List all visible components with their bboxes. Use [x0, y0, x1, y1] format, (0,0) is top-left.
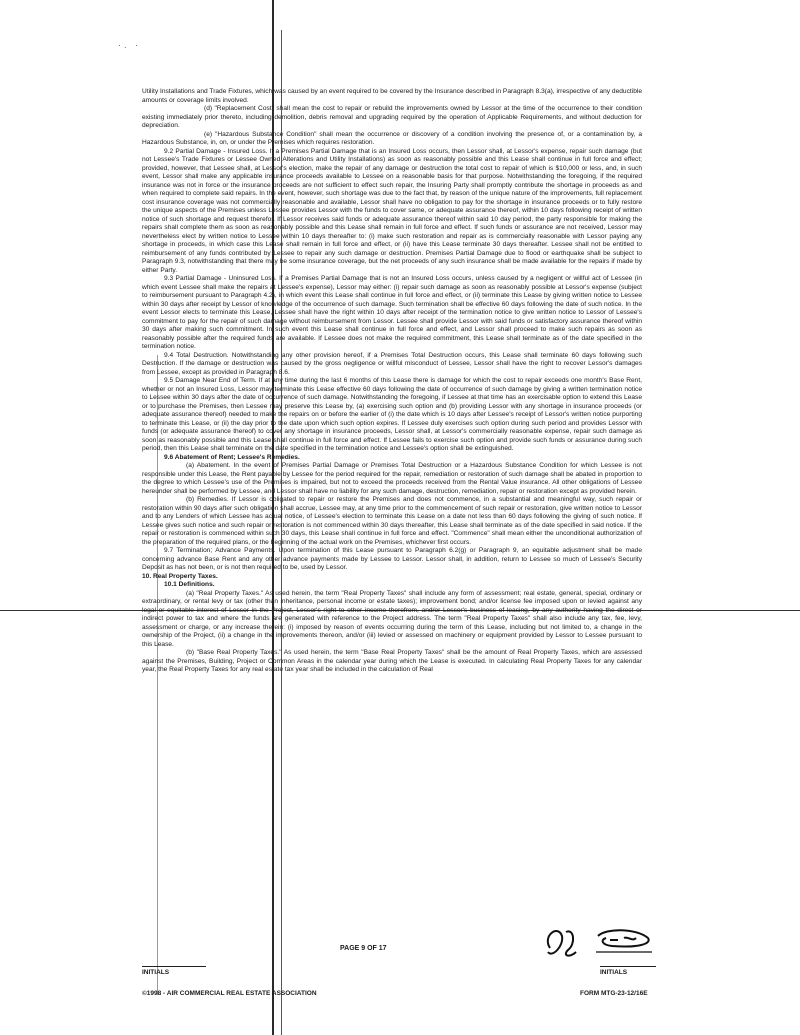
lease-paragraph: 9.3 Partial Damage - Uninsured Loss. If a Premises Partial Damage that is not an Insured Loss occurs, unless caused by a negligent or willful act of Lessee (in which event Lessee shall make the repairs at Lessee's expense), Lessor may either: (i) repair such damage as soon as reasonably possible at Lessor's expense (subject to reimbursement pursuant to Paragraph 4.2), in which event this Lease shall continue in full force and effect, or (ii) terminate this Lease by giving written notice to Lessee within 30 days after receipt by Lessor of knowledge of the occurrence of such damage. Such termination shall be effective 60 days following the date of such notice. In the event Lessor elects to terminate this Lease, Lessee shall have the right within 10 days after receipt of the termination notice to give written notice to Lessor of Lessee's commitment to pay for the repair of such damage without reimbursement from Lessor. Lessee shall provide Lessor with said funds or satisfactory assurance thereof within 30 days after making such commitment. In such event this Lease shall continue in full force and effect, and Lessor shall proceed to make such repairs as soon as reasonably possible after the required funds are available. If Lessee does not make the required commitment, this Lease shall terminate as of the date specified in the termination notice. — [142, 275, 642, 350]
lease-paragraph: (a) "Real Property Taxes." As used herein, the term "Real Property Taxes" shall include any form of assessment; real estate, general, special, ordinary or extraordinary, or rental levy or tax (other than inheritance, personal income or estate taxes); improvement bond; and/or license fee imposed upon or levied against any legal or equitable interest of Lessor in the Project, Lessor's right to other income therefrom, and/or Lessor's business of leasing, by any authority having the direct or indirect power to tax and where the funds are generated with reference to the Project address. The term "Real Property Taxes" shall also include any tax, fee, levy, assessment or charge, or any increase therein: (i) imposed by reason of events occurring during the term of this Lease, including but not limited to, a change in the ownership of the Project, (ii) a change in the improvements thereon, and/or (iii) levied or assessed on machinery or equipment provided by Lessor to Lessee pursuant to this Lease. — [142, 589, 642, 648]
lease-paragraph: 10. Real Property Taxes. — [142, 572, 218, 580]
lease-paragraph: Utility Installations and Trade Fixtures, which was caused by an event required to be covered by the Insurance described in Paragraph 8.3(a), irrespective of any deductible amounts or coverage limits involved. — [142, 88, 642, 104]
scan-speck: ·. · — [118, 40, 141, 50]
lease-paragraph: 9.7 Termination; Advance Payments. Upon termination of this Lease pursuant to Paragraph 6.2(g) or Paragraph 9, an equitable adjustment shall be made concerning advance Base Rent and any other advance payments made by Lessee to Lessor. Lessor shall, in addition, return to Lessee so much of Lessee's Security Deposit as has not been, or is not then required to be, used by Lessor. — [142, 547, 642, 571]
lease-paragraph: 9.2 Partial Damage - Insured Loss. If a Premises Partial Damage that is an Insured Loss occurs, then Lessor shall, at Lessor's expense, repair such damage (but not Lessee's Trade Fixtures or Lessee Owned Alterations and Utility Installations) as soon as reasonably possible and this Lease shall continue in full force and effect; provided, however, that Lessee shall, at Lessor's election, make the repair of any damage or destruction the total cost to repair of which is $10,000 or less, and, in such event, Lessor shall make any applicable insurance proceeds available to Lessee on a reasonable basis for that purpose. Notwithstanding the foregoing, if the required insurance was not in force or the insurance proceeds are not sufficient to effect such repair, the Insuring Party shall promptly contribute the shortage in proceeds as and when required to complete said repairs. In the event, however, such shortage was due to the fact that, by reason of the unique nature of the improvements, full replacement cost insurance coverage was not commercially reasonable and available, Lessor shall have no obligation to pay for the shortage in insurance proceeds or to fully restore the unique aspects of the Premises unless Lessee provides Lessor with the funds to cover same, or adequate assurance thereof, within 10 days following receipt of written notice of such shortage and request therefor. If Lessor receives said funds or adequate assurance thereof within said 10 day period, the party responsible for making the repairs shall complete them as soon as reasonably possible and this Lease shall remain in full force and effect. If such funds or assurance are not received, Lessor may nevertheless elect by written notice to Lessee within 10 days thereafter to: (i) make such restoration and repair as is commercially reasonable with Lessor paying any shortage in proceeds, in which case this Lease shall remain in full force and effect, or (ii) have this Lease terminate 30 days thereafter. Lessee shall not be entitled to reimbursement of any funds contributed by Lessee to repair any such damage or destruction. Premises Partial Damage due to flood or earthquake shall be subject to Paragraph 9.3, notwithstanding that there may be some insurance coverage, but the net proceeds of any such insurance shall be made available for the repairs if made by either Party. — [142, 147, 642, 274]
lease-paragraph: (d) "Replacement Cost" shall mean the cost to repair or rebuild the improvements owned by Lessor at the time of the occurrence to their condition existing immediately prior thereto, including demolition, debris removal and upgrading required by the operation of Applicable Requirements, and without deduction for depreciation. — [142, 105, 642, 129]
handwritten-initials — [540, 918, 660, 966]
form-number: FORM MTG-23-12/16E — [580, 990, 648, 997]
lease-paragraph: (b) Remedies. If Lessor is obligated to repair or restore the Premises and does not commence, in a substantial and meaningful way, such repair or restoration within 90 days after such obligation shall accrue, Lessee may, at any time prior to the commencement of such repair or restoration, give written notice to Lessor and to any Lenders of which Lessee has actual notice, of Lessee's election to terminate this Lease on a date not less than 60 days following the giving of such notice. If Lessee gives such notice and such repair or restoration is not commenced within 30 days thereafter, this Lease shall terminate as of the date specified in said notice. If the repair or restoration is commenced within such 30 days, this Lease shall continue in full force and effect. "Commence" shall mean either the unconditional authorization of the preparation of the required plans, or the beginning of the actual work on the Premises, whichever first occurs. — [142, 496, 642, 546]
lease-paragraph: 9.5 Damage Near End of Term. If at any time during the last 6 months of this Lease there is damage for which the cost to repair exceeds one month's Base Rent, whether or not an Insured Loss, Lessor may terminate this Lease effective 60 days following the date of occurrence of such damage by giving a written termination notice to Lessee within 30 days after the date of occurrence of such damage. Notwithstanding the foregoing, if Lessee at that time has an exercisable option to extend this Lease or to purchase the Premises, then Lessee may preserve this Lease by, (a) exercising such option and (b) providing Lessor with any shortage in insurance proceeds (or adequate assurance thereof) needed to make the repairs on or before the earlier of (i) the date which is 10 days after Lessee's receipt of Lessor's written notice purporting to terminate this Lease, or (ii) the day prior to the date upon which such option expires. If Lessee duly exercises such option during such period and provides Lessor with funds (or adequate assurance thereof) to cover any shortage in insurance proceeds, Lessor shall, at Lessor's commercially reasonable expense, repair such damage as soon as reasonably possible and this Lease shall continue in full force and effect. If Lessee fails to exercise such option and provide such funds or assurance during such period, then this Lease shall terminate on the date specified in the termination notice and Lessee's option shall be extinguished. — [142, 377, 642, 452]
lease-paragraph: 9.6 Abatement of Rent; Lessee's Remedies. — [164, 453, 300, 461]
page-number: PAGE 9 OF 17 — [340, 945, 387, 952]
lease-paragraph: 9.4 Total Destruction. Notwithstanding any other provision hereof, if a Premises Total Destruction occurs, this Lease shall terminate 60 days following such Destruction. If the damage or destruction was caused by the gross negligence or willful misconduct of Lessee, Lessor shall have the right to recover Lessor's damages from Lessee, except as provided in Paragraph 8.6. — [142, 351, 642, 376]
lease-paragraph: (e) "Hazardous Substance Condition" shall mean the occurrence or discovery of a condition involving the presence of, or a contamination by, a Hazardous Substance, in, on, or under the Premises which requires restoration. — [142, 130, 642, 146]
lease-paragraph: (a) Abatement. In the event of Premises Partial Damage or Premises Total Destruction or a Hazardous Substance Condition for which Lessee is not responsible under this Lease, the Rent payable by Lessee for the period required for the repair, remediation or restoration of such damage shall be abated in proportion to the degree to which Lessee's use of the Premises is impaired, but not to exceed the proceeds received from the Rental Value insurance. All other obligations of Lessee hereunder shall be performed by Lessee, and Lessor shall have no liability for any such damage, destruction, remediation, repair or restoration except as provided herein. — [142, 462, 642, 495]
copyright-notice: ©1998 - AIR COMMERCIAL REAL ESTATE ASSOCIATION — [142, 990, 317, 997]
lease-paragraph: (b) "Base Real Property Taxes." As used herein, the term "Base Real Property Taxes" shall be the amount of Real Property Taxes, which are assessed against the Premises, Building, Project or Common Areas in the calendar year during which the Lease is executed. In calculating Real Property Taxes for any calendar year, the Real Property Taxes for any real estate tax year shall be included in the calculation of Real — [142, 649, 642, 673]
lease-paragraph: 10.1 Definitions. — [164, 581, 215, 588]
initials-left-label: INITIALS — [142, 966, 206, 976]
lease-body-text — [142, 88, 642, 675]
initials-right-label: INITIALS — [600, 966, 656, 976]
